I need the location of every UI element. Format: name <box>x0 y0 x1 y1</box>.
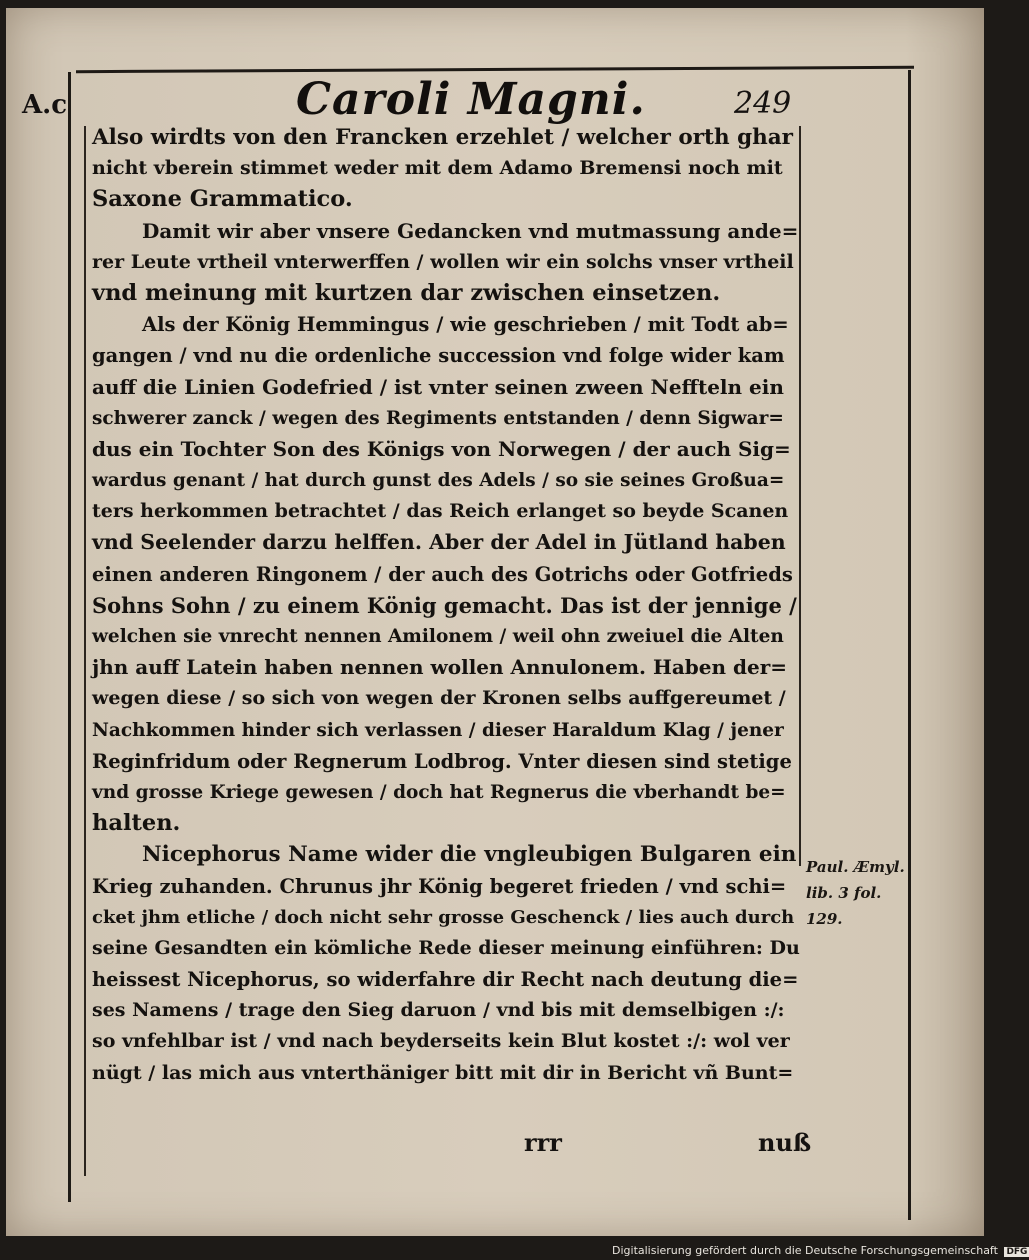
text-line: cket jhm etliche / doch nicht sehr grosse Geschenck / lies auch durch <box>92 906 795 928</box>
frame-right-rule <box>908 70 911 1220</box>
body-text <box>92 122 800 1089</box>
frame-left-rule <box>68 72 71 1202</box>
text-line: gangen / vnd nu die ordenliche succession vnd folge wider kam <box>92 344 785 368</box>
marginal-note-reference: lib. 3 fol. 129. <box>806 884 882 928</box>
text-line: rer Leute vrtheil vnterwerffen / wollen wir ein solchs vnser vrtheil <box>92 250 794 273</box>
signature-mark: rrr <box>524 1128 562 1157</box>
text-line: nügt / las mich aus vnterthäniger bitt mit dir in Bericht vñ Bunt= <box>92 1061 794 1084</box>
text-line: auff die Linien Godefried / ist vnter seinen zween Neffteln ein <box>92 374 784 399</box>
text-line: Damit wir aber vnsere Gedancken vnd mutmassung ande= <box>142 218 799 243</box>
text-line: welchen sie vnrecht nennen Amilonem / weil ohn zweiuel die Alten <box>92 626 784 647</box>
text-line: seine Gesandten ein kömliche Rede dieser meinung einführen: Du <box>92 936 800 959</box>
text-line: heissest Nicephorus, so widerfahre dir Recht nach deutung die= <box>92 968 799 992</box>
catchword: nuß <box>758 1128 812 1157</box>
running-title: Caroli Magni. <box>296 74 646 125</box>
text-line: schwerer zanck / wegen des Regiments entstanden / denn Sigwar= <box>92 407 784 429</box>
text-line: Saxone Grammatico. <box>92 186 353 213</box>
marginal-note <box>806 854 906 932</box>
text-line: Krieg zuhanden. Chrunus jhr König begeret frieden / vnd schi= <box>92 874 787 898</box>
text-line: Reginfridum oder Regnerum Lodbrog. Vnter diesen sind stetige <box>92 749 792 773</box>
frame-top-rule <box>76 66 914 73</box>
credit-text: Digitalisierung gefördert durch die Deutsche Forschungsgemeinschaft <box>612 1244 998 1257</box>
text-line: nicht vberein stimmet weder mit dem Adamo Bremensi noch mit <box>92 157 783 180</box>
text-line: so vnfehlbar ist / vnd nach beyderseits kein Blut kostet :/: wol ver <box>92 1030 790 1053</box>
text-line: dus ein Tochter Son des Königs von Norwegen / der auch Sig= <box>92 436 791 461</box>
book-page <box>6 8 984 1236</box>
text-line: ters herkommen betrachtet / das Reich erlanget so beyde Scanen <box>92 500 789 523</box>
text-line: Nachkommen hinder sich verlassen / dieser Haraldum Klag / jener <box>92 719 784 741</box>
text-column-left-rule <box>84 126 86 1176</box>
text-line: einen anderen Ringonem / der auch des Gotrichs oder Gotfrieds <box>92 562 793 586</box>
page-number: 249 <box>734 86 792 121</box>
marginal-note-author: Paul. Æmyl. <box>806 858 905 876</box>
text-line: wardus genant / hat durch gunst des Adels / so sie seines Großua= <box>92 470 785 492</box>
text-line: Also wirdts von den Francken erzehlet / welcher orth ghar <box>92 125 794 150</box>
section-marker: A.c <box>22 90 68 120</box>
text-line: Als der König Hemmingus / wie geschrieben / mit Todt ab= <box>142 313 789 337</box>
text-line: ses Namens / trage den Sieg daruon / vnd bis mit demselbigen :/: <box>92 999 785 1022</box>
text-line: Nicephorus Name wider die vngleubigen Bulgaren ein <box>142 842 797 868</box>
text-line: halten. <box>92 810 181 837</box>
dfg-logo: DFG <box>1006 1247 1028 1257</box>
text-line: wegen diese / so sich von wegen der Kronen selbs auffgereumet / <box>92 687 786 710</box>
digitization-credit <box>612 1244 1029 1257</box>
text-line: vnd grosse Kriege gewesen / doch hat Regnerus die vberhandt be= <box>92 781 786 803</box>
text-line: jhn auff Latein haben nennen wollen Annulonem. Haben der= <box>92 655 788 680</box>
text-line: vnd meinung mit kurtzen dar zwischen einsetzen. <box>92 279 721 306</box>
text-line: Sohns Sohn / zu einem König gemacht. Das ist der jennige / <box>92 592 797 618</box>
text-line: vnd Seelender darzu helffen. Aber der Adel in Jütland haben <box>92 530 786 555</box>
